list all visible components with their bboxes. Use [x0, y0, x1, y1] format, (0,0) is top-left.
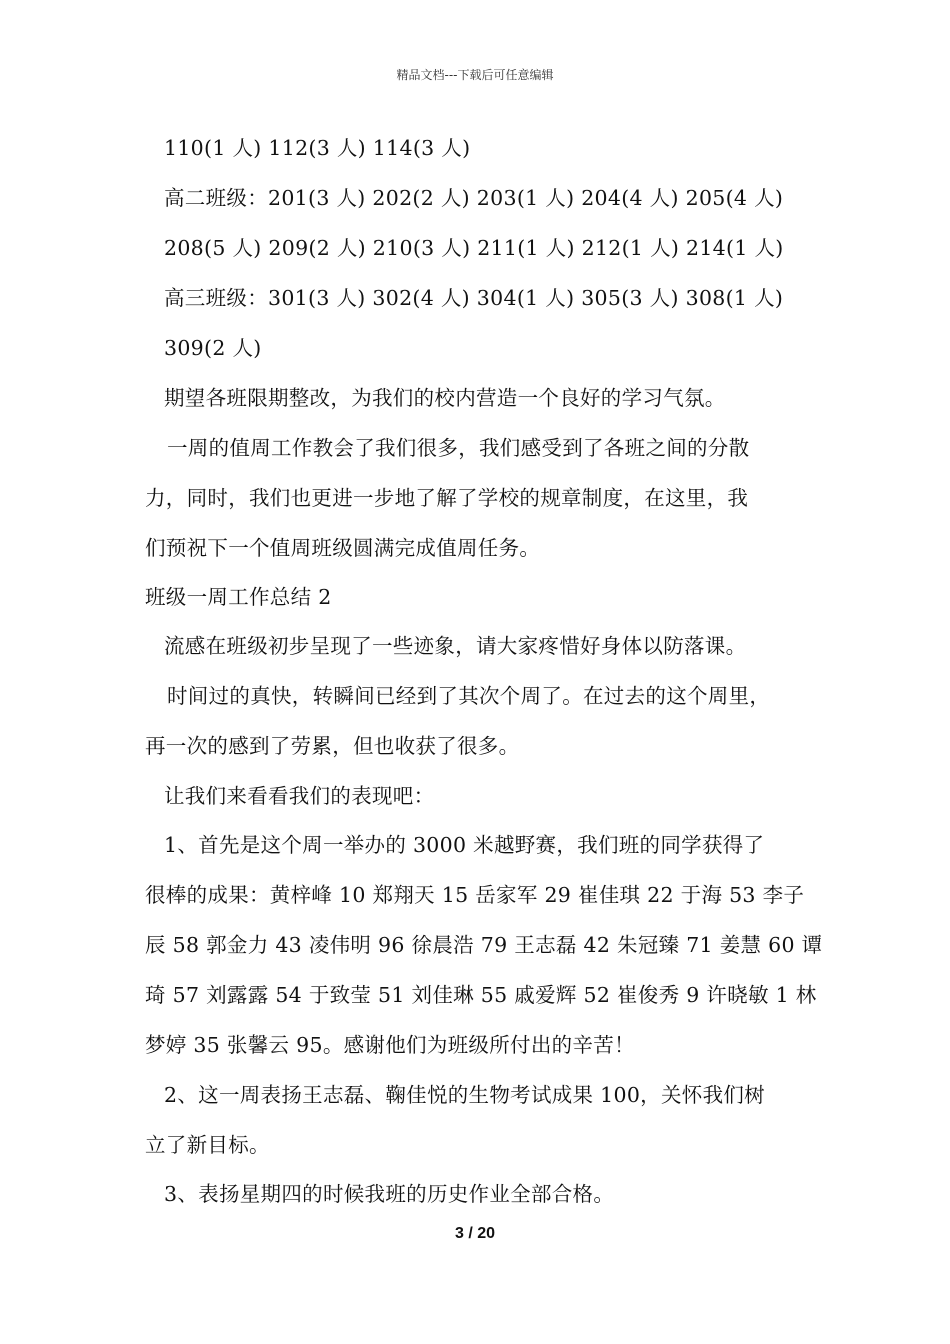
- text-line: 琦 57 刘露露 54 于致莹 51 刘佳琳 55 戚爱辉 52 崔俊秀 9 许晓敏 1 林: [145, 983, 817, 1007]
- page-number: 3 / 20: [454, 1225, 496, 1242]
- text-line: 让我们来看看我们的表现吧：: [164, 784, 435, 808]
- text-line: 再一次的感到了劳累，但也收获了很多。: [145, 734, 520, 758]
- list-item: 3、表扬星期四的时候我班的历史作业全部合格。: [164, 1182, 615, 1206]
- text-line: 208(5 人) 209(2 人) 210(3 人) 211(1 人) 212(1 人) 214(1 人): [164, 236, 784, 260]
- text-line: 高二班级：201(3 人) 202(2 人) 203(1 人) 204(4 人) 205(4 人): [164, 186, 784, 210]
- text-line: 期望各班限期整改，为我们的校内营造一个良好的学习气氛。: [164, 386, 726, 410]
- list-item: 1、首先是这个周一举办的 3000 米越野赛，我们班的同学获得了: [164, 833, 765, 857]
- text-line: 立了新目标。: [145, 1133, 270, 1157]
- text-line: 309(2 人): [164, 336, 262, 360]
- text-line: 时间过的真快，转瞬间已经到了其次个周了。在过去的这个周里，: [167, 684, 771, 708]
- text-line: 一周的值周工作教会了我们很多，我们感受到了各班之间的分散: [167, 436, 750, 460]
- page-header: 精品文档---下载后可任意编辑: [396, 68, 554, 82]
- text-line: 110(1 人) 112(3 人) 114(3 人): [164, 136, 471, 160]
- text-line: 辰 58 郭金力 43 凌伟明 96 徐晨浩 79 王志磊 42 朱冠臻 71 姜慧 60 谭: [145, 933, 823, 957]
- text-line: 很棒的成果：黄梓峰 10 郑翔天 15 岳家军 29 崔佳琪 22 于海 53 李子: [145, 883, 805, 907]
- text-line: 们预祝下一个值周班级圆满完成值周任务。: [145, 536, 541, 560]
- text-line: 力，同时，我们也更进一步地了解了学校的规章制度，在这里，我: [145, 486, 749, 510]
- text-line: 流感在班级初步呈现了一些迹象，请大家疼惜好身体以防落课。: [164, 634, 747, 658]
- text-line: 高三班级：301(3 人) 302(4 人) 304(1 人) 305(3 人) 308(1 人): [164, 286, 784, 310]
- text-line: 梦婷 35 张馨云 95。感谢他们为班级所付出的辛苦！: [145, 1033, 635, 1057]
- section-heading: 班级一周工作总结 2: [145, 585, 332, 609]
- list-item: 2、这一周表扬王志磊、鞠佳悦的生物考试成果 100，关怀我们树: [164, 1083, 765, 1107]
